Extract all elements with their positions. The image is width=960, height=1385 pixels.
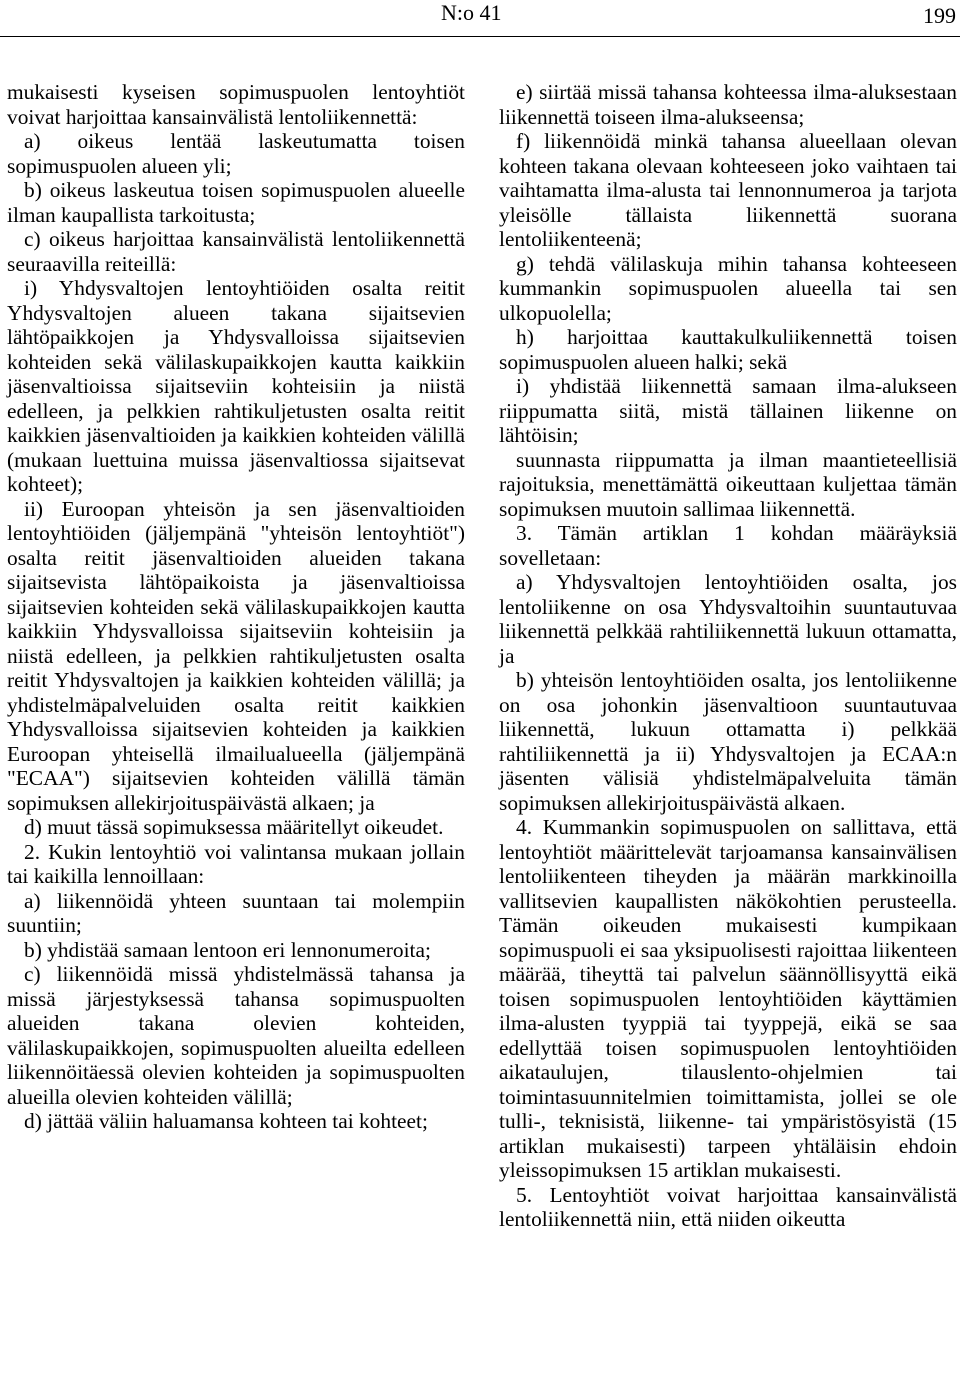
paragraph: g) tehdä välilaskuja mihin tahansa kohteeseen kummankin sopimuspuolen alueella tai sen ulkopuolella; bbox=[499, 251, 957, 325]
right-column bbox=[499, 80, 957, 1232]
paragraph: 5. Lentoyhtiöt voivat harjoittaa kansainvälistä lentoliikennettä niin, että niiden oikeutta bbox=[499, 1182, 957, 1231]
paragraph: a) liikennöidä yhteen suuntaan tai molempiin suuntiin; bbox=[7, 888, 465, 937]
paragraph: mukaisesti kyseisen sopimuspuolen lentoyhtiöt voivat harjoittaa kansainvälistä lentoliikennettä: bbox=[7, 80, 465, 129]
paragraph: b) yhdistää samaan lentoon eri lennonumeroita; bbox=[24, 937, 431, 962]
paragraph: c) oikeus harjoittaa kansainvälistä lentoliikennettä seuraavilla reiteillä: bbox=[7, 227, 465, 276]
paragraph: e) siirtää missä tahansa kohteessa ilma-aluksestaan liikennettä toiseen ilma-alukseensa; bbox=[499, 80, 957, 129]
paragraph: b) oikeus laskeutua toisen sopimuspuolen alueelle ilman kaupallista tarkoitusta; bbox=[7, 178, 465, 227]
issue-number: N:o 41 bbox=[441, 0, 502, 25]
paragraph: 4. Kummankin sopimuspuolen on sallittava, että lentoyhtiöt määrittelevät tarjoamansa kansainvälisen lentoliikenteen tiheyden ja määrän markkinoilla vallitsevien kaupallisten näkökohtien perusteella. Tämän oikeuden mukaisesti kumpikaan sopimuspuoli ei saa yksipuolisesti rajoittaa liikenteen määrää, tiheyttä tai palvelun säännöllisyyttä eikä toisen sopimuspuolen lentoyhtiöiden käyttämien ilma-alusten tyyppiä tai tyyppejä, eikä se saa edellyttää toisen sopimuspuolen lentoyhtiöiden aikataulujen, tilauslento-ohjelmien tai toimintasuunnitelmien toimittamista, jollei se ole tulli-, teknisistä, liikenne- tai ympäristösyistä (15 artiklan mukaisesti) tarpeen yhtäläisin ehdoin yleissopimuksen 15 artiklan mukaisesti. bbox=[499, 815, 957, 1182]
left-column bbox=[7, 80, 465, 1134]
paragraph: b) yhteisön lentoyhtiöiden osalta, jos lentoliikenne on osa johonkin jäsenvaltioon suuntautuvaa liikennettä, lukuun ottamatta i) pelkkää rahtiliikennettä ja ii) Yhdysvaltojen ja ECAA:n jäsenten välisiä yhdistelmäpalveluita tämän sopimuksen allekirjoituspäivästä alkaen. bbox=[499, 668, 957, 815]
paragraph: d) muut tässä sopimuksessa määritellyt oikeudet. bbox=[24, 815, 444, 839]
paragraph: d) jättää väliin haluamansa kohteen tai kohteet; bbox=[24, 1109, 428, 1133]
paragraph: 2. Kukin lentoyhtiö voi valintansa mukaan jollain tai kaikilla lennoillaan: bbox=[7, 839, 465, 888]
paragraph: c) liikennöidä missä yhdistelmässä tahansa ja missä järjestyksessä tahansa sopimuspuolten alueiden takana olevien kohteiden, välilaskupaikkojen, sopimuspuolten alueilta edelleen liikennöitäessä olevien kohteiden ja sopimuspuolten alueilla olevien kohteiden välillä; bbox=[7, 962, 465, 1109]
header-divider bbox=[0, 36, 960, 37]
paragraph: a) Yhdysvaltojen lentoyhtiöiden osalta, jos lentoliikenne on osa Yhdysvaltoihin suuntautuvaa liikennettä pelkkää rahtiliikennettä lukuun ottamatta, ja bbox=[499, 570, 957, 668]
paragraph: suunnasta riippumatta ja ilman maantieteellisiä rajoituksia, menettämättä oikeuttaan kuljettaa tämän sopimuksen muutoin sallimaa liikennettä. bbox=[499, 447, 957, 521]
paragraph: h) harjoittaa kauttakulkuliikennettä toisen sopimuspuolen alueen halki; sekä bbox=[499, 325, 957, 374]
paragraph: a) oikeus lentää laskeutumatta toisen sopimuspuolen alueen yli; bbox=[7, 129, 465, 178]
paragraph: 3. Tämän artiklan 1 kohdan määräyksiä sovelletaan: bbox=[499, 521, 957, 570]
paragraph: f) liikennöidä minkä tahansa alueellaan olevan kohteen takana olevaan kohteeseen joko vaihtaen tai vaihtamatta ilma-alusta tai lennonnumeroa ja tarjota yleisölle tällaista liikennettä suorana lentoliikenteenä; bbox=[499, 129, 957, 251]
page-header bbox=[0, 0, 960, 40]
paragraph: i) Yhdysvaltojen lentoyhtiöiden osalta reitit Yhdysvaltojen alueen takana sijaitsevien lähtöpaikkojen ja Yhdysvalloissa sijaitsevien kohteiden sekä välilaskupaikkojen kautta kaikkiin jäsenvaltioissa sijaitseviin kohteisiin ja niistä edelleen, ja pelkkien rahtikuljetusten osalta reitit kaikkien jäsenvaltioiden ja kaikkien kohteiden välillä (mukaan luettuina muissa jäsenvaltiossa sijaitsevat kohteet); bbox=[7, 276, 465, 496]
page-number: 199 bbox=[923, 3, 956, 28]
paragraph: ii) Euroopan yhteisön ja sen jäsenvaltioiden lentoyhtiöiden (jäljempänä "yhteisön lentoyhtiöt") osalta reitit jäsenvaltioiden alueiden takana sijaitsevista lähtöpaikoista ja jäsenvaltioissa sijaitsevien kohteiden sekä välilaskupaikkojen kautta kaikkiin Yhdysvalloissa sijaitseviin kohteisiin ja niistä edelleen, ja pelkkien rahtikuljetusten osalta reitit Yhdysvaltojen ja kaikkien kohteiden välillä; ja yhdistelmäpalveluiden osalta reitit kaikkien Yhdysvalloissa sijaitsevien kohteiden ja kaikkien Euroopan yhteisellä ilmailualueella (jäljempänä "ECAA") sijaitsevien kohteiden välillä tämän sopimuksen allekirjoituspäivästä alkaen; ja bbox=[7, 496, 465, 815]
paragraph: i) yhdistää liikennettä samaan ilma-alukseen riippumatta siitä, mistä tällainen liikenne on lähtöisin; bbox=[499, 374, 957, 447]
